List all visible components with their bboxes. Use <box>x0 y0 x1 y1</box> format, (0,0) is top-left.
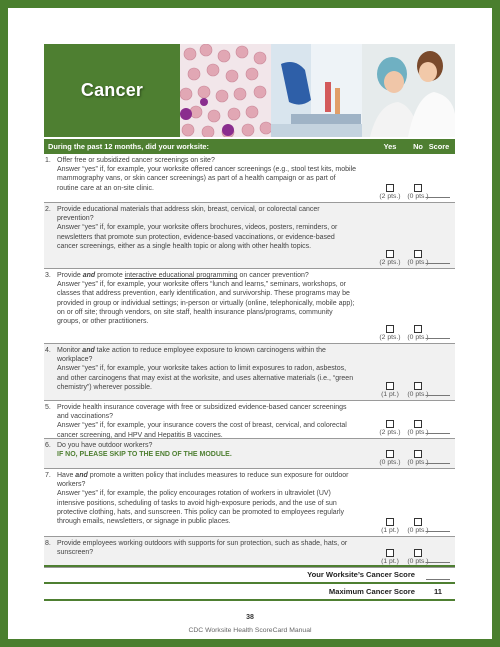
question-prompt-part: and <box>82 272 96 279</box>
yes-checkbox[interactable] <box>386 250 394 258</box>
question-prompt <box>57 441 357 450</box>
max-score-value: 11 <box>433 587 443 596</box>
score-column-header: Score <box>428 142 450 151</box>
score-field[interactable] <box>426 263 450 264</box>
question-prompt <box>57 271 357 280</box>
question-number: 6. <box>45 442 51 449</box>
question-number: 2. <box>45 206 51 213</box>
score-field[interactable] <box>426 562 450 563</box>
question-body <box>57 346 357 392</box>
worksite-score-field[interactable] <box>426 579 450 580</box>
question-row <box>44 269 455 344</box>
answer-guidance: Answer “yes” if, for example, the policy encourages rotation of workers in ultraviolet (UV) intensive positions, scheduling of tasks to avoid high-exposure periods, and the use of sun protective clothing, hats, and sunscreen. This policy can be promoted to employees regularly through emails, newsletters, or signage in public places. <box>57 490 345 526</box>
question-number: 3. <box>45 272 51 279</box>
max-score-label: Maximum Cancer Score <box>328 587 415 596</box>
question-prompt-part: take action to reduce employee exposure to known carcinogens within the workplace? <box>57 347 326 364</box>
question-prompt-part: promote <box>95 272 125 279</box>
max-score-row <box>44 584 455 599</box>
question-row <box>44 203 455 269</box>
skip-instruction: IF NO, PLEASE SKIP TO THE END OF THE MODULE. <box>57 451 232 459</box>
question-row <box>44 469 455 537</box>
question-prompt-part: Offer free or subsidized cancer screenings on site? <box>57 157 215 164</box>
table-header <box>44 139 455 154</box>
yes-points-label: (2 pts.) <box>379 334 401 341</box>
yes-checkbox[interactable] <box>386 518 394 526</box>
question-number: 1. <box>45 157 51 164</box>
question-prompt-part: Provide health insurance coverage with free or subsidized evidence-based cancer screenings and vaccinations? <box>57 404 347 421</box>
score-field[interactable] <box>426 433 450 434</box>
question-number: 8. <box>45 540 51 547</box>
no-points-label: (0 pts.) <box>407 527 429 534</box>
no-checkbox[interactable] <box>414 250 422 258</box>
question-body <box>57 539 357 557</box>
no-checkbox[interactable] <box>414 184 422 192</box>
no-points-label: (0 pts.) <box>407 193 429 200</box>
score-totals <box>44 565 455 597</box>
worksite-score-label: Your Worksite’s Cancer Score <box>307 570 415 579</box>
question-prompt-part: Have <box>57 472 76 479</box>
question-prompt <box>57 471 357 489</box>
answer-guidance: Answer “yes” if, for example, your insurance covers the cost of breast, cervical, and colorectal cancer screening, and HPV and Hepatitis B vaccines. <box>57 422 347 439</box>
patient-photo <box>362 44 455 137</box>
yes-checkbox[interactable] <box>386 549 394 557</box>
question-number: 5. <box>45 404 51 411</box>
question-row <box>44 344 455 401</box>
no-points-label: (0 pts.) <box>407 429 429 436</box>
question-prompt <box>57 346 357 364</box>
no-checkbox[interactable] <box>414 382 422 390</box>
yes-checkbox[interactable] <box>386 420 394 428</box>
question-prompt <box>57 403 357 421</box>
answer-guidance: Answer “yes” if, for example, your worksite offers “lunch and learns,” seminars, workshops, or classes that address prevention, early identification, and survivorship. These programs may be provided in group or individual settings; in-person or virtually (online, telephonically, mobile app); on or off site; through vendors, on site staff, health insurance plans/programs, community groups, or other practitioners. <box>57 281 355 326</box>
answer-guidance: Answer “yes” if, for example, your worksite offers brochures, videos, posters, reminders, or newsletters that promote sun protection, evidence-based vaccinations, or evidence-based cancer screenings, either as a single health topic or along with other health topics. <box>57 224 338 250</box>
yes-points-label: (1 pt.) <box>381 527 399 534</box>
yes-checkbox[interactable] <box>386 325 394 333</box>
score-field[interactable] <box>426 197 450 198</box>
yes-points-label: (2 pts.) <box>379 429 401 436</box>
question-row <box>44 439 455 469</box>
yes-points-label: (0 pts.) <box>379 459 401 466</box>
question-prompt-part: interactive educational programming <box>124 272 238 279</box>
footer-text: CDC Worksite Health ScoreCard Manual <box>188 627 312 634</box>
no-column-header: No <box>413 142 423 151</box>
page-number: 38 <box>246 614 254 621</box>
question-prompt-part: Provide <box>57 272 83 279</box>
question-prompt <box>57 156 357 165</box>
question-row <box>44 401 455 439</box>
yes-points-label: (2 pts.) <box>379 259 401 266</box>
question-prompt <box>57 539 357 557</box>
no-checkbox[interactable] <box>414 549 422 557</box>
question-body <box>57 156 357 193</box>
question-prompt-part: and <box>82 347 95 354</box>
no-points-label: (0 pts.) <box>407 558 429 565</box>
yes-checkbox[interactable] <box>386 184 394 192</box>
question-prompt-part: Monitor <box>57 347 83 354</box>
totals-divider-bottom <box>44 599 455 601</box>
module-header <box>44 44 455 137</box>
yes-column-header: Yes <box>383 142 397 151</box>
yes-points-label: (1 pt.) <box>381 558 399 565</box>
yes-points-label: (1 pt.) <box>381 391 399 398</box>
no-checkbox[interactable] <box>414 420 422 428</box>
question-prompt-part: Provide educational materials that address skin, breast, cervical, or colorectal cancer prevention? <box>57 206 320 223</box>
header-title-panel <box>44 44 180 137</box>
no-checkbox[interactable] <box>414 450 422 458</box>
no-checkbox[interactable] <box>414 325 422 333</box>
yes-points-label: (2 pts.) <box>379 193 401 200</box>
question-body <box>57 471 357 526</box>
no-points-label: (0 pts.) <box>407 259 429 266</box>
no-checkbox[interactable] <box>414 518 422 526</box>
question-body <box>57 403 357 440</box>
question-row <box>44 154 455 203</box>
score-field[interactable] <box>426 531 450 532</box>
answer-guidance: Answer “yes” if, for example, your worksite takes action to limit exposures to radon, asbestos, and other carcinogens that may exist at the worksite, and uses alternative materials (i.e., “green chemistry”) wherever possible. <box>57 365 354 391</box>
lab-photo <box>271 44 362 137</box>
question-number: 7. <box>45 472 51 479</box>
no-points-label: (0 pts.) <box>407 334 429 341</box>
question-prompt-part: Provide employees working outdoors with supports for sun protection, such as shade, hats, or sunscreen? <box>57 540 348 557</box>
question-prompt-part: on cancer prevention? <box>237 272 309 279</box>
no-points-label: (0 pts.) <box>407 391 429 398</box>
question-prompt-part: Do you have outdoor workers? <box>57 442 153 449</box>
yes-checkbox[interactable] <box>386 450 394 458</box>
question-column-header: During the past 12 months, did your worksite: <box>48 142 209 151</box>
cells-photo <box>180 44 271 137</box>
answer-guidance: Answer “yes” if, for example, your worksite offered cancer screenings (e.g., stool test kits, mobile mammography vans, or skin cancer screenings) as part of a health campaign or as part of routine care at an on-site clinic. <box>57 166 357 192</box>
score-field[interactable] <box>426 338 450 339</box>
score-field[interactable] <box>426 395 450 396</box>
page-title: Cancer <box>80 80 144 100</box>
question-body <box>57 205 357 251</box>
score-field[interactable] <box>426 463 450 464</box>
question-prompt-part: and <box>75 472 88 479</box>
worksite-score-row <box>44 567 455 582</box>
question-prompt-part: promote a written policy that includes measures to reduce sun exposure for outdoor workers? <box>57 472 349 489</box>
question-prompt <box>57 205 357 223</box>
question-body <box>57 271 357 326</box>
questions-table <box>44 154 455 568</box>
question-body <box>57 441 357 459</box>
no-points-label: (0 pts.) <box>407 459 429 466</box>
question-row <box>44 537 455 568</box>
yes-checkbox[interactable] <box>386 382 394 390</box>
question-number: 4. <box>45 347 51 354</box>
